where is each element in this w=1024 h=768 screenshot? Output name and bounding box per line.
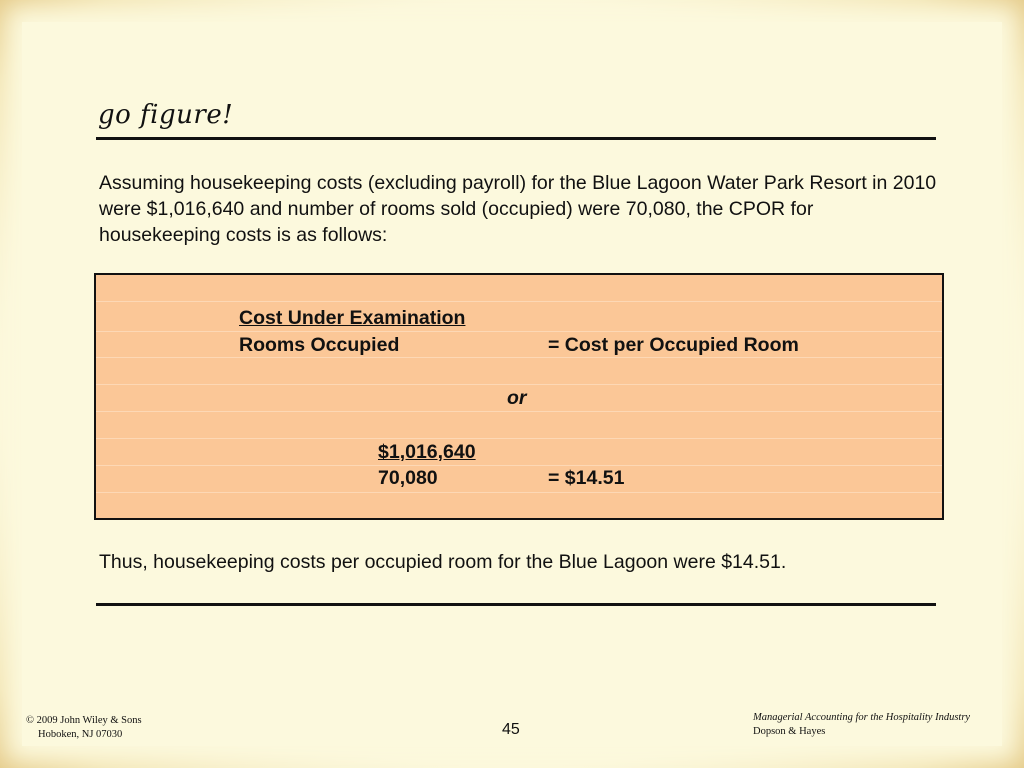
formula-numerator-label: Cost Under Examination bbox=[239, 307, 466, 329]
slide-title: go figure! bbox=[98, 100, 234, 130]
formula-connector: or bbox=[507, 387, 527, 409]
copyright-line-2: Hoboken, NJ 07030 bbox=[38, 729, 123, 740]
box-row-line bbox=[96, 301, 942, 302]
formula-numerator-value: $1,016,640 bbox=[378, 441, 476, 463]
formula-denominator-value: 70,080 bbox=[378, 467, 438, 489]
title-divider bbox=[96, 137, 936, 140]
page-number: 45 bbox=[502, 721, 520, 738]
formula-denominator-label: Rooms Occupied bbox=[239, 334, 400, 356]
box-row-line bbox=[96, 411, 942, 412]
copyright-line-1: © 2009 John Wiley & Sons bbox=[26, 715, 142, 726]
intro-paragraph: Assuming housekeeping costs (excluding payroll) for the Blue Lagoon Water Park Resort in 2010 were $1,016,640 and number of rooms sold (occupied) were 70,080, the CPOR for housekeeping costs is as follows: bbox=[99, 172, 937, 246]
book-authors: Dopson & Hayes bbox=[753, 726, 826, 737]
book-title: Managerial Accounting for the Hospitality Industry bbox=[753, 712, 971, 723]
box-row-line bbox=[96, 331, 942, 332]
footer-copyright bbox=[26, 714, 142, 742]
box-row-line bbox=[96, 357, 942, 358]
box-row-line bbox=[96, 465, 942, 466]
box-row-line bbox=[96, 492, 942, 493]
footer-book-info bbox=[753, 711, 970, 739]
conclusion-text: Thus, housekeeping costs per occupied room for the Blue Lagoon were $14.51. bbox=[99, 551, 787, 573]
box-row-line bbox=[96, 438, 942, 439]
formula-result-label: = Cost per Occupied Room bbox=[548, 334, 799, 356]
formula-result-value: = $14.51 bbox=[548, 467, 625, 489]
bottom-divider bbox=[96, 603, 936, 606]
formula-box bbox=[94, 273, 944, 520]
box-row-line bbox=[96, 384, 942, 385]
